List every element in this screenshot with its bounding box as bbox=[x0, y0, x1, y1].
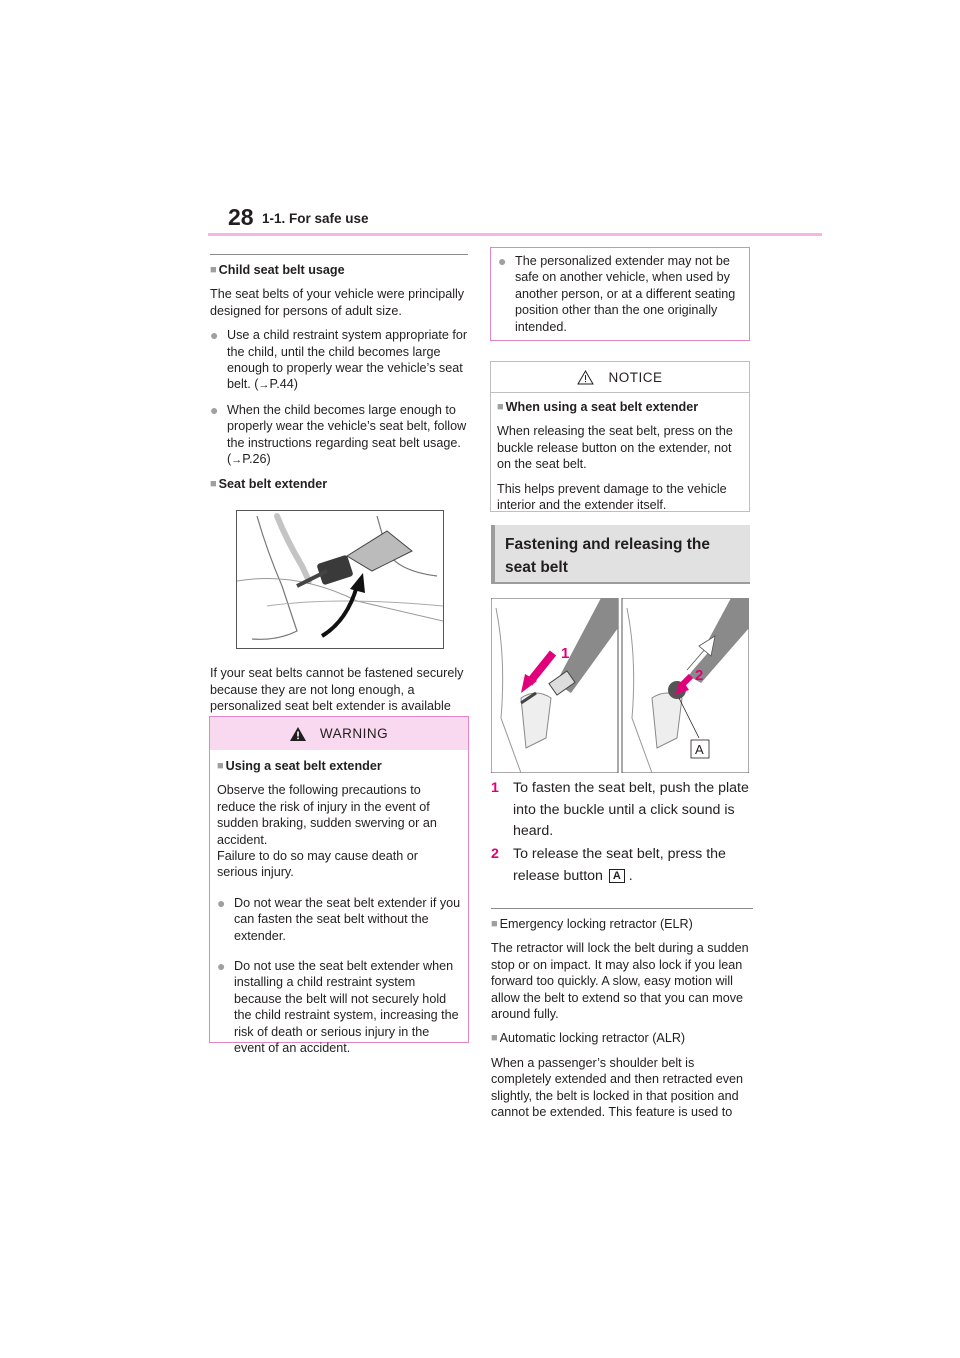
warning-continued-box bbox=[490, 247, 750, 341]
step-number: 2 bbox=[491, 846, 499, 863]
arrow-right-icon: → bbox=[258, 379, 270, 392]
round-bullet-icon: ● bbox=[210, 327, 219, 344]
bullet-text: When the child becomes large enough to properly wear the vehicle’s seat belt, follow the instructions regarding seat belt usage. (→P.26) bbox=[227, 402, 467, 467]
bullet-text: Do not wear the seat belt extender if you can fasten the seat belt without the extender. bbox=[234, 895, 461, 943]
notice-title-bar bbox=[491, 362, 749, 393]
square-bullet-icon: ■ bbox=[217, 760, 224, 772]
warning-heading-text: Using a seat belt extender bbox=[225, 759, 382, 773]
round-bullet-icon: ● bbox=[217, 958, 226, 975]
bullet-item bbox=[210, 402, 468, 469]
banner-underline bbox=[491, 582, 750, 584]
bullet-item bbox=[498, 253, 742, 335]
bullet-text-main: When the child becomes large enough to properly wear the vehicle’s seat belt, follow the instructions regarding seat belt usage. ( bbox=[227, 402, 467, 467]
left-column bbox=[210, 254, 468, 739]
bullet-item bbox=[217, 958, 461, 1056]
step-item bbox=[491, 778, 751, 843]
alr-heading bbox=[491, 1030, 753, 1046]
section-banner bbox=[491, 525, 750, 584]
notice-paragraph: This helps prevent damage to the vehicle interior and the extender itself. bbox=[497, 481, 727, 513]
notice-title: NOTICE bbox=[608, 369, 663, 385]
elr-heading bbox=[491, 916, 753, 932]
warning-paragraph-2: Failure to do so may cause death or serious injury. bbox=[217, 849, 418, 880]
page-number: 28 bbox=[228, 204, 254, 230]
bullet-item bbox=[210, 327, 468, 394]
alr-heading-text: Automatic locking retractor (ALR) bbox=[499, 1031, 686, 1046]
callout-a: A bbox=[695, 742, 704, 757]
alr-paragraph: When a passenger’s shoulder belt is completely extended and then retracted even slightly, the belt is locked in that position and cannot be extended. This feature is used to bbox=[491, 1055, 744, 1120]
step-text-main: To release the seat belt, press the release button bbox=[513, 846, 726, 884]
step-text-end: . bbox=[628, 867, 633, 884]
page-ref-link[interactable]: P.26 bbox=[242, 452, 267, 467]
callout-1: 1 bbox=[561, 645, 570, 662]
callout-2: 2 bbox=[695, 667, 704, 684]
banner-title: Fastening and releasing the seat belt bbox=[505, 536, 710, 576]
child-belt-paragraph: The seat belts of your vehicle were principally designed for persons of adult size. bbox=[210, 287, 465, 318]
round-bullet-icon: ● bbox=[210, 401, 219, 418]
warning-heading bbox=[217, 758, 461, 774]
bullet-text: Do not use the seat belt extender when installing a child restraint system because the belt will not securely hold the child restraint system, increasing the risk of death or serious injury in the event of an accident. bbox=[234, 959, 459, 1056]
child-belt-heading-text: Child seat belt usage bbox=[218, 263, 345, 277]
square-bullet-icon: ■ bbox=[491, 1032, 498, 1045]
retractor-section bbox=[491, 908, 753, 1128]
bullet-item bbox=[217, 895, 461, 944]
bullet-text-main: Use a child restraint system appropriate for the child, until the child becomes large enough to properly wear the vehicle’s seat belt. ( bbox=[227, 328, 468, 392]
elr-paragraph: The retractor will lock the belt during a sudden stop or on impact. It may also lock if you lean forward too quickly. A slow, easy motion will allow the belt to extend so that you can move around fully. bbox=[491, 941, 749, 1022]
square-bullet-icon: ■ bbox=[210, 478, 217, 491]
warning-paragraph: Observe the following precautions to reduce the risk of injury in the event of sudden braking, sudden swerving or an accident. bbox=[217, 783, 437, 847]
page-ref-link[interactable]: P.44 bbox=[269, 377, 294, 392]
extender-heading bbox=[210, 476, 468, 492]
top-divider bbox=[210, 254, 468, 255]
round-bullet-icon: ● bbox=[217, 894, 226, 911]
warning-box bbox=[209, 716, 469, 1056]
extender-paragraph: If your seat belts cannot be fastened securely because they are not long enough, a personalized seat belt extender is available bbox=[210, 666, 464, 714]
notice-paragraph: When releasing the seat belt, press on the buckle release button on the extender, not on the seat belt. bbox=[497, 424, 733, 472]
header-rule bbox=[208, 233, 822, 236]
square-bullet-icon: ■ bbox=[210, 264, 217, 276]
warning-body bbox=[210, 750, 468, 1057]
notice-heading-text: When using a seat belt extender bbox=[505, 400, 699, 414]
section-title: 1-1. For safe use bbox=[262, 211, 369, 226]
arrow-right-icon: → bbox=[231, 454, 243, 467]
notice-heading bbox=[497, 399, 743, 415]
notice-body bbox=[491, 393, 749, 513]
warning-title-bar bbox=[210, 717, 468, 750]
child-belt-heading bbox=[210, 262, 468, 278]
square-bullet-icon: ■ bbox=[497, 401, 504, 413]
extender-heading-text: Seat belt extender bbox=[218, 477, 328, 492]
square-bullet-icon: ■ bbox=[491, 918, 498, 930]
bullet-text: The personalized extender may not be safe on another vehicle, when used by another person, or at a different seating position other than the one originally intended. bbox=[515, 254, 736, 334]
warning-title: WARNING bbox=[319, 726, 389, 741]
label-a-box: A bbox=[609, 869, 625, 883]
notice-box bbox=[490, 361, 750, 512]
seat-belt-extender-illustration bbox=[236, 510, 444, 649]
step-item bbox=[491, 844, 751, 887]
step-text bbox=[513, 844, 751, 887]
bullet-text: Use a child restraint system appropriate for the child, until the child becomes large enough to properly wear the vehicle’s seat belt. (→P.44) bbox=[227, 328, 468, 392]
step-number: 1 bbox=[491, 780, 499, 796]
fastening-illustration bbox=[491, 598, 749, 773]
section-divider bbox=[491, 908, 753, 909]
step-text: To fasten the seat belt, push the plate into the buckle until a click sound is heard. bbox=[513, 780, 749, 840]
warning-triangle-icon bbox=[290, 727, 306, 741]
round-bullet-icon: ● bbox=[498, 253, 507, 269]
caution-triangle-icon bbox=[577, 370, 594, 385]
elr-heading-text: Emergency locking retractor (ELR) bbox=[499, 917, 693, 931]
step-list bbox=[491, 778, 751, 889]
